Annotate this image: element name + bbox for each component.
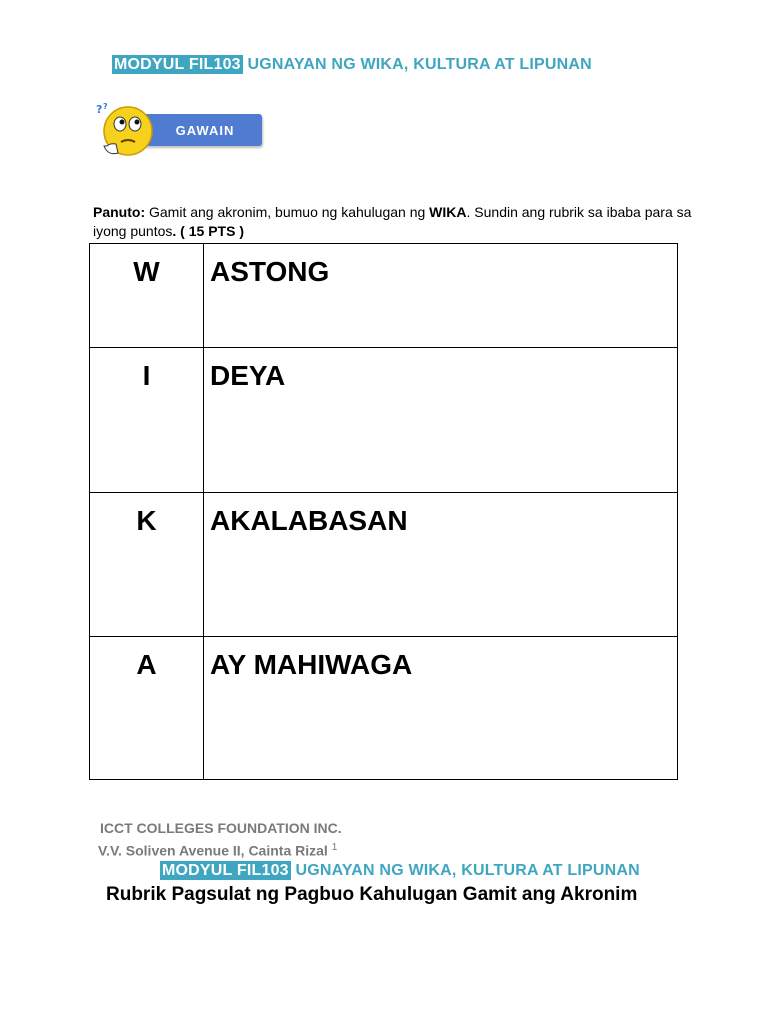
acronym-letter: K xyxy=(136,505,157,536)
acronym-letter: I xyxy=(142,360,151,391)
svg-text:?: ? xyxy=(96,103,103,116)
acronym-letter-cell xyxy=(90,637,204,780)
footer-organization: ICCT COLLEGES FOUNDATION INC. xyxy=(100,820,342,836)
instructions-keyword: WIKA xyxy=(429,204,467,220)
page-number: 1 xyxy=(331,842,338,853)
module-code: MODYUL FIL103 xyxy=(162,862,289,879)
acronym-word: ASTONG xyxy=(210,256,330,287)
acronym-word: DEYA xyxy=(210,360,286,391)
module-header-repeat xyxy=(160,862,640,880)
acronym-letter-cell xyxy=(90,348,204,493)
instructions-text-1: Gamit ang akronim, bumuo ng kahulugan ng xyxy=(145,204,430,220)
footer-address-text: V.V. Soliven Avenue II, Cainta Rizal xyxy=(98,842,328,859)
acronym-word: AKALABASAN xyxy=(210,505,408,536)
activity-label: GAWAIN xyxy=(175,122,235,138)
module-title: UGNAYAN NG WIKA, KULTURA AT LIPUNAN xyxy=(295,862,640,879)
rubric-title: Rubrik Pagsulat ng Pagbuo Kahulugan Gamit ang Akronim xyxy=(106,884,638,905)
table-row xyxy=(90,348,678,493)
module-title: UGNAYAN NG WIKA, KULTURA AT LIPUNAN xyxy=(247,56,592,73)
module-code: MODYUL FIL103 xyxy=(114,56,241,73)
acronym-letter-cell xyxy=(90,493,204,637)
activity-badge xyxy=(94,100,270,162)
acronym-letter: W xyxy=(133,256,160,287)
module-header xyxy=(112,56,592,74)
svg-text:?: ? xyxy=(103,102,108,111)
instructions-points: . ( 15 PTS ) xyxy=(172,223,244,239)
table-row xyxy=(90,637,678,780)
acronym-word-cell xyxy=(204,244,678,348)
table-row xyxy=(90,244,678,348)
instructions xyxy=(93,203,693,241)
activity-banner xyxy=(140,114,262,146)
footer-address xyxy=(98,842,337,859)
acronym-word: AY MAHIWAGA xyxy=(210,649,413,680)
acronym-letter-cell xyxy=(90,244,204,348)
acronym-letter: A xyxy=(136,649,157,680)
acronym-word-cell xyxy=(204,637,678,780)
instructions-lead: Panuto: xyxy=(93,204,146,220)
table-row xyxy=(90,493,678,637)
thinking-face-icon xyxy=(94,100,158,162)
acronym-word-cell xyxy=(204,348,678,493)
acronym-word-cell xyxy=(204,493,678,637)
instructions-text-2: . Sundin ang rubrik sa ibaba para sa iyong puntos xyxy=(93,204,692,239)
acronym-table xyxy=(89,243,678,780)
